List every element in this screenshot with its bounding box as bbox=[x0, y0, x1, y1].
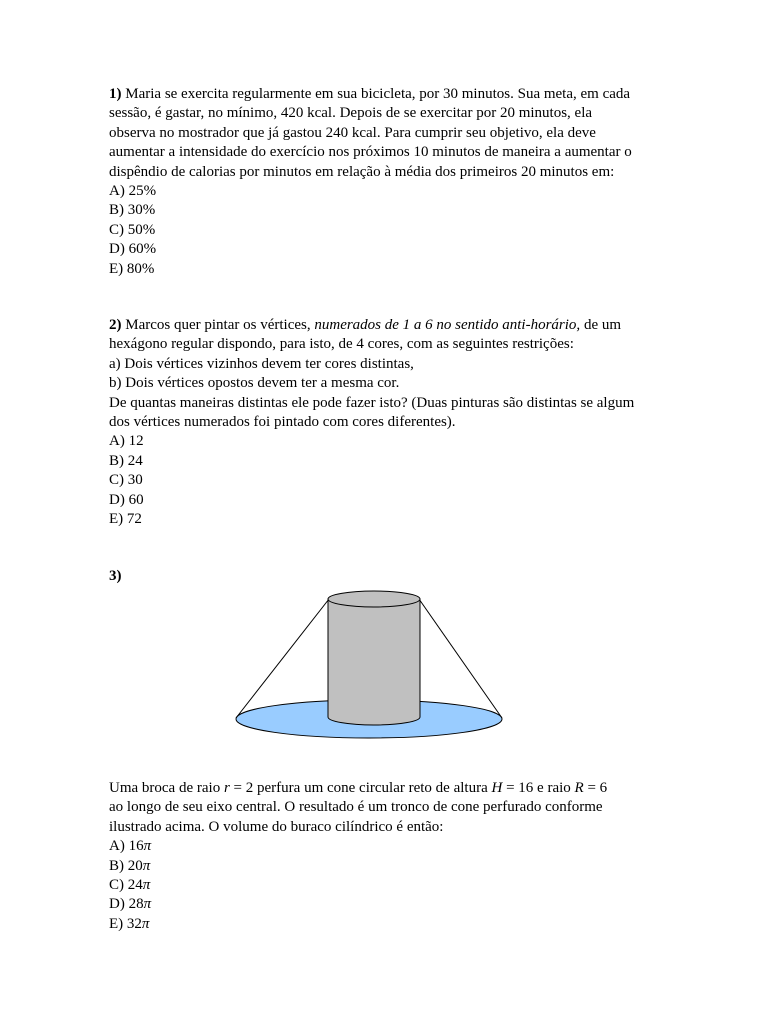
question-2-option-d: D) 60 bbox=[109, 491, 144, 508]
question-1 bbox=[109, 85, 669, 279]
cone-right-edge bbox=[419, 599, 502, 718]
option-label: D) bbox=[109, 896, 129, 913]
question-1-option-d: D) 60% bbox=[109, 241, 157, 258]
option-value: 20 bbox=[127, 857, 143, 874]
question-3-line-1 bbox=[109, 779, 669, 798]
question-1-option-a: A) 25% bbox=[109, 183, 157, 200]
cone-radius-variable: R bbox=[574, 780, 584, 796]
question-1-line: observa no mostrador que já gastou 240 kcal. Para cumprir seu objetivo, ela deve bbox=[109, 124, 596, 141]
question-1-line: aumentar a intensidade do exercício nos próximos 10 minutos de maneira a aumentar o bbox=[109, 144, 632, 161]
question-2-restriction-a: a) Dois vértices vizinhos devem ter cores distintas, bbox=[109, 355, 414, 372]
question-3-text: perfura um cone circular reto de altura bbox=[253, 780, 492, 796]
question-3-option-e bbox=[109, 915, 669, 934]
height-value: = 16 bbox=[502, 780, 534, 796]
question-2-option-b: B) 24 bbox=[109, 452, 143, 469]
question-3-text: Uma broca de raio bbox=[109, 780, 224, 796]
question-1-option-c: C) 50% bbox=[109, 221, 156, 238]
radius-variable: r bbox=[223, 780, 230, 796]
pi-symbol: π bbox=[143, 838, 152, 855]
option-value: 28 bbox=[128, 896, 144, 913]
radius-value: = 2 bbox=[229, 780, 254, 796]
question-2-text-post: de um bbox=[580, 317, 622, 333]
question-2-line-1 bbox=[109, 316, 669, 335]
question-3-option-d bbox=[109, 895, 669, 914]
question-3-option-c bbox=[109, 876, 669, 895]
question-2-option-c: C) 30 bbox=[109, 472, 143, 489]
question-2-line: hexágono regular dispondo, para isto, de 4 cores, com as seguintes restrições: bbox=[109, 336, 574, 353]
question-1-option-e: E) 80% bbox=[109, 260, 155, 277]
question-3-option-a bbox=[109, 837, 669, 856]
option-value: 32 bbox=[126, 915, 142, 932]
question-3-number: 3) bbox=[109, 568, 122, 584]
question-2-line: De quantas maneiras distintas ele pode fazer isto? (Duas pinturas são distintas se algum bbox=[109, 394, 635, 411]
pi-symbol: π bbox=[142, 877, 151, 894]
drill-cylinder-top bbox=[328, 591, 420, 607]
question-2-option-a: A) 12 bbox=[109, 433, 144, 450]
drilled-cone-figure bbox=[230, 585, 510, 740]
option-label: A) bbox=[109, 838, 129, 855]
question-2-restriction-b: b) Dois vértices opostos devem ter a mesma cor. bbox=[109, 375, 400, 392]
pi-symbol: π bbox=[143, 896, 152, 913]
question-3 bbox=[109, 779, 669, 934]
question-1-text: Maria se exercita regularmente em sua bicicleta, por 30 minutos. Sua meta, em cada bbox=[121, 86, 631, 102]
question-3-text: e raio bbox=[533, 780, 575, 796]
height-variable: H bbox=[491, 780, 503, 796]
option-value: 16 bbox=[128, 838, 144, 855]
question-1-number: 1) bbox=[109, 86, 122, 102]
question-2-line: dos vértices numerados foi pintado com cores diferentes). bbox=[109, 414, 456, 431]
option-label: E) bbox=[109, 915, 127, 932]
question-1-line: sessão, é gastar, no mínimo, 420 kcal. Depois de se exercitar por 20 minutos, ela bbox=[109, 105, 593, 122]
question-3-line: ao longo de seu eixo central. O resultado é um tronco de cone perfurado conforme bbox=[109, 799, 603, 816]
option-value: 24 bbox=[127, 877, 143, 894]
question-2 bbox=[109, 316, 669, 529]
pi-symbol: π bbox=[142, 857, 151, 874]
question-1-option-b: B) 30% bbox=[109, 202, 156, 219]
option-label: C) bbox=[109, 877, 128, 894]
cone-left-edge bbox=[236, 599, 329, 718]
question-2-option-e: E) 72 bbox=[109, 511, 142, 528]
pi-symbol: π bbox=[141, 915, 150, 932]
question-2-number: 2) bbox=[109, 317, 122, 333]
option-label: B) bbox=[109, 857, 128, 874]
question-2-text-italic: numerados de 1 a 6 no sentido anti-horário, bbox=[314, 317, 581, 333]
drill-cylinder-body bbox=[328, 599, 420, 725]
question-2-text-pre: Marcos quer pintar os vértices, bbox=[121, 317, 315, 333]
cone-radius-value: = 6 bbox=[583, 780, 608, 796]
question-3-line: ilustrado acima. O volume do buraco cilíndrico é então: bbox=[109, 818, 444, 835]
question-1-line: dispêndio de calorias por minutos em relação à média dos primeiros 20 minutos em: bbox=[109, 163, 615, 180]
question-1-line-1 bbox=[109, 85, 669, 104]
question-3-option-b bbox=[109, 857, 669, 876]
